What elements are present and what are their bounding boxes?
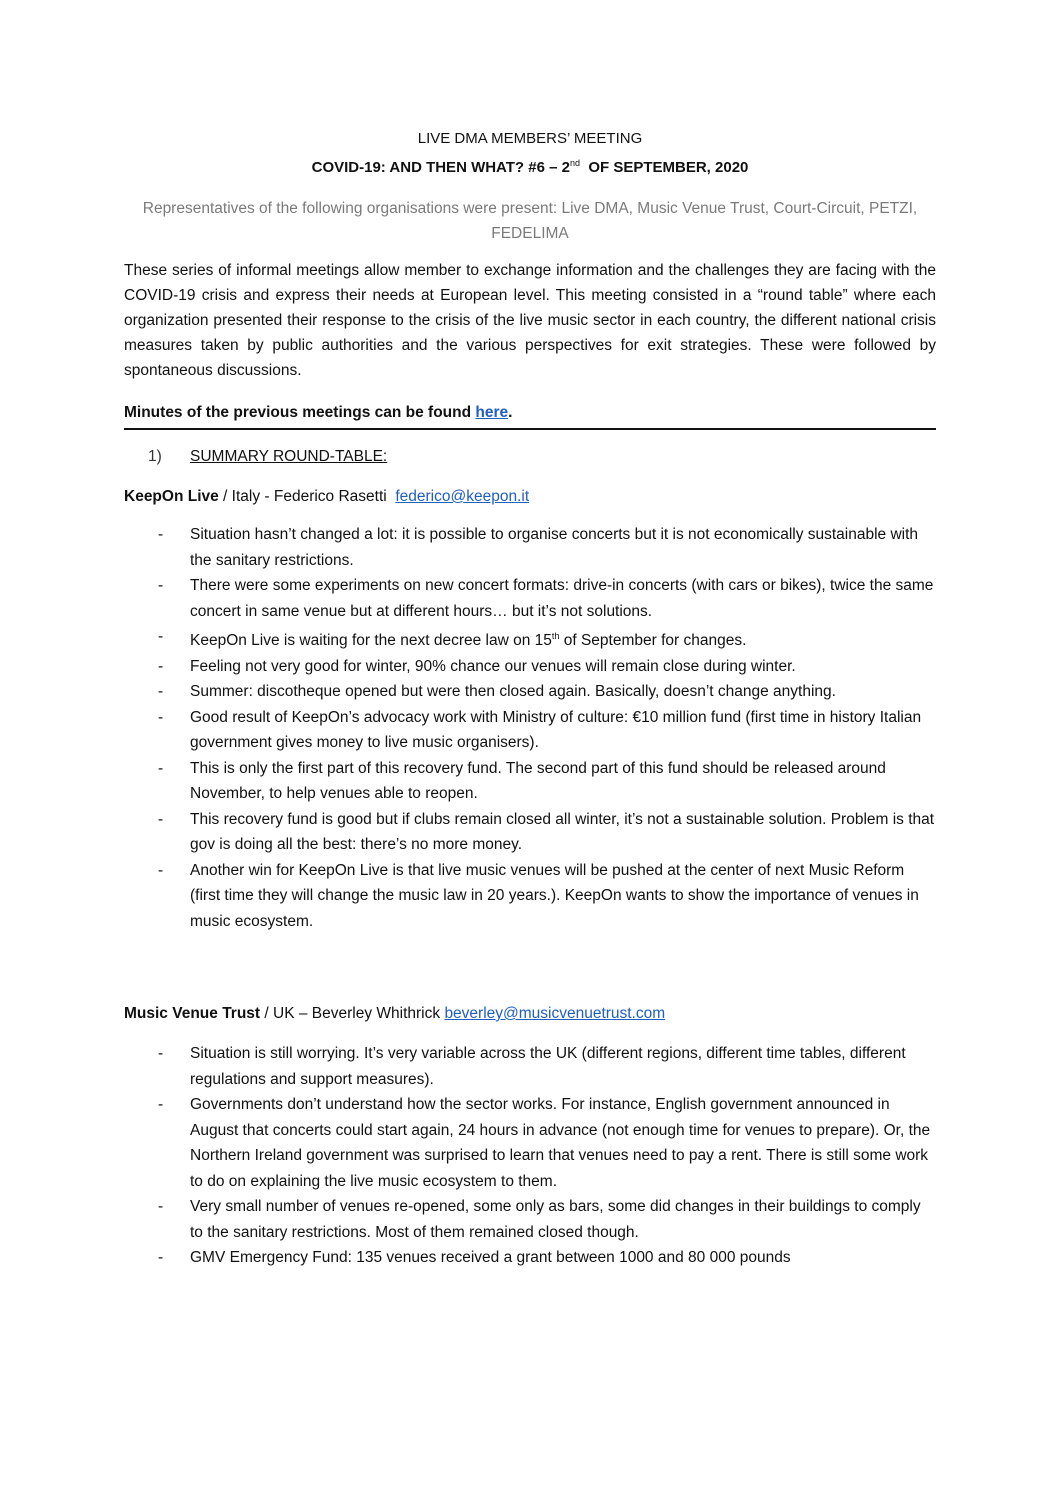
- minutes-line: Minutes of the previous meetings can be found here.: [124, 404, 513, 421]
- document-title: LIVE DMA MEMBERS’ MEETING: [417, 130, 643, 147]
- list-item: - Situation hasn’t changed a lot: it is possible to organise concerts but it is not economically sustainable with the sanitary restrictions.: [124, 522, 936, 573]
- dash-bullet-icon: -: [158, 708, 164, 726]
- dash-bullet-icon: -: [158, 1249, 164, 1266]
- list-item: - There were some experiments on new concert formats: drive-in concerts (with cars or bikes), twice the same concert in same venue but at different hours… but it’s not solutions.: [124, 573, 936, 624]
- org-name: KeepOn Live: [124, 488, 219, 505]
- list-item: - This recovery fund is good but if clubs remain closed all winter, it’s not a sustainable solution. Problem is that gov is doing all the best: there’s no more money.: [124, 807, 936, 858]
- representatives-line: Representatives of the following organisations were present: Live DMA, Music Venue Trust, Court-Circuit, PETZI, FEDELIMA: [142, 200, 918, 242]
- intro-paragraph: These series of informal meetings allow member to exchange information and the challenges they are facing with the COVID-19 crisis and express their needs at European level. This meeting consisted in a “round table” where each organization presented their response to the crisis of the live music sector in each country, the different national crisis measures taken by public authorities and the various perspectives for exit strategies. These were followed by spontaneous discussions.: [124, 262, 936, 379]
- org-name: Music Venue Trust: [124, 1005, 261, 1022]
- dash-bullet-icon: -: [158, 1045, 164, 1062]
- list-item: - Good result of KeepOn’s advocacy work with Ministry of culture: €10 million fund (first time in history Italian government gives money to live music organisers).: [124, 705, 936, 756]
- dash-bullet-icon: -: [158, 577, 164, 594]
- dash-bullet-icon: -: [158, 1198, 164, 1215]
- dash-bullet-icon: -: [158, 683, 164, 701]
- dash-bullet-icon: -: [158, 526, 164, 543]
- list-item: - KeepOn Live is waiting for the next decree law on 15th of September for changes.: [124, 624, 936, 654]
- list-item: - Summer: discotheque opened but were then closed again. Basically, doesn’t change anything.: [124, 679, 936, 705]
- section-heading: [148, 444, 387, 469]
- section-number: 1): [148, 448, 162, 465]
- list-item: - Another win for KeepOn Live is that live music venues will be pushed at the center of next Music Reform (first time they will change the music law in 20 years.). KeepOn wants to show the importance of venues in music ecosystem.: [124, 858, 936, 935]
- horizontal-rule: [124, 428, 936, 430]
- list-item: - Feeling not very good for winter, 90% chance our venues will remain close during winter.: [124, 654, 936, 680]
- org-heading-music-venue-trust: Music Venue Trust / UK – Beverley Whithrick beverley@musicvenuetrust.com: [124, 1005, 666, 1022]
- section-label: SUMMARY ROUND-TABLE:: [190, 448, 388, 465]
- email-link[interactable]: beverley@musicvenuetrust.com: [444, 1005, 666, 1022]
- dash-bullet-icon: -: [158, 1096, 164, 1113]
- dash-bullet-icon: -: [158, 861, 164, 879]
- keepon-bullet-list: [124, 522, 936, 934]
- dash-bullet-icon: -: [158, 657, 164, 675]
- email-link[interactable]: federico@keepon.it: [395, 488, 530, 505]
- mvt-bullet-list: [124, 1041, 936, 1271]
- meeting-subtitle: COVID-19: AND THEN WHAT? #6 – 2nd OF SEPTEMBER, 2020: [311, 158, 749, 176]
- minutes-here-link[interactable]: here: [475, 404, 509, 421]
- list-item: - Very small number of venues re-opened, some only as bars, some did changes in their buildings to comply to the sanitary restrictions. Most of them remained closed though.: [124, 1194, 936, 1245]
- list-item: - Situation is still worrying. It’s very variable across the UK (different regions, different time tables, different regulations and support measures).: [124, 1041, 936, 1092]
- dash-bullet-icon: -: [158, 759, 164, 777]
- list-item: - This is only the first part of this recovery fund. The second part of this fund should be released around November, to help venues able to reopen.: [124, 756, 936, 807]
- list-item: - Governments don’t understand how the sector works. For instance, English government announced in August that concerts could start again, 24 hours in advance (not enough time for venues to prepare). Or, the Northern Ireland government was surprised to learn that venues need to pay a rent. There is still some work to do on explaining the live music ecosystem to them.: [124, 1092, 936, 1194]
- dash-bullet-icon: -: [158, 628, 164, 645]
- dash-bullet-icon: -: [158, 810, 164, 828]
- org-heading-keepon: KeepOn Live / Italy - Federico Rasetti federico@keepon.it: [124, 488, 530, 505]
- list-item: - GMV Emergency Fund: 135 venues received a grant between 1000 and 80 000 pounds: [124, 1245, 936, 1271]
